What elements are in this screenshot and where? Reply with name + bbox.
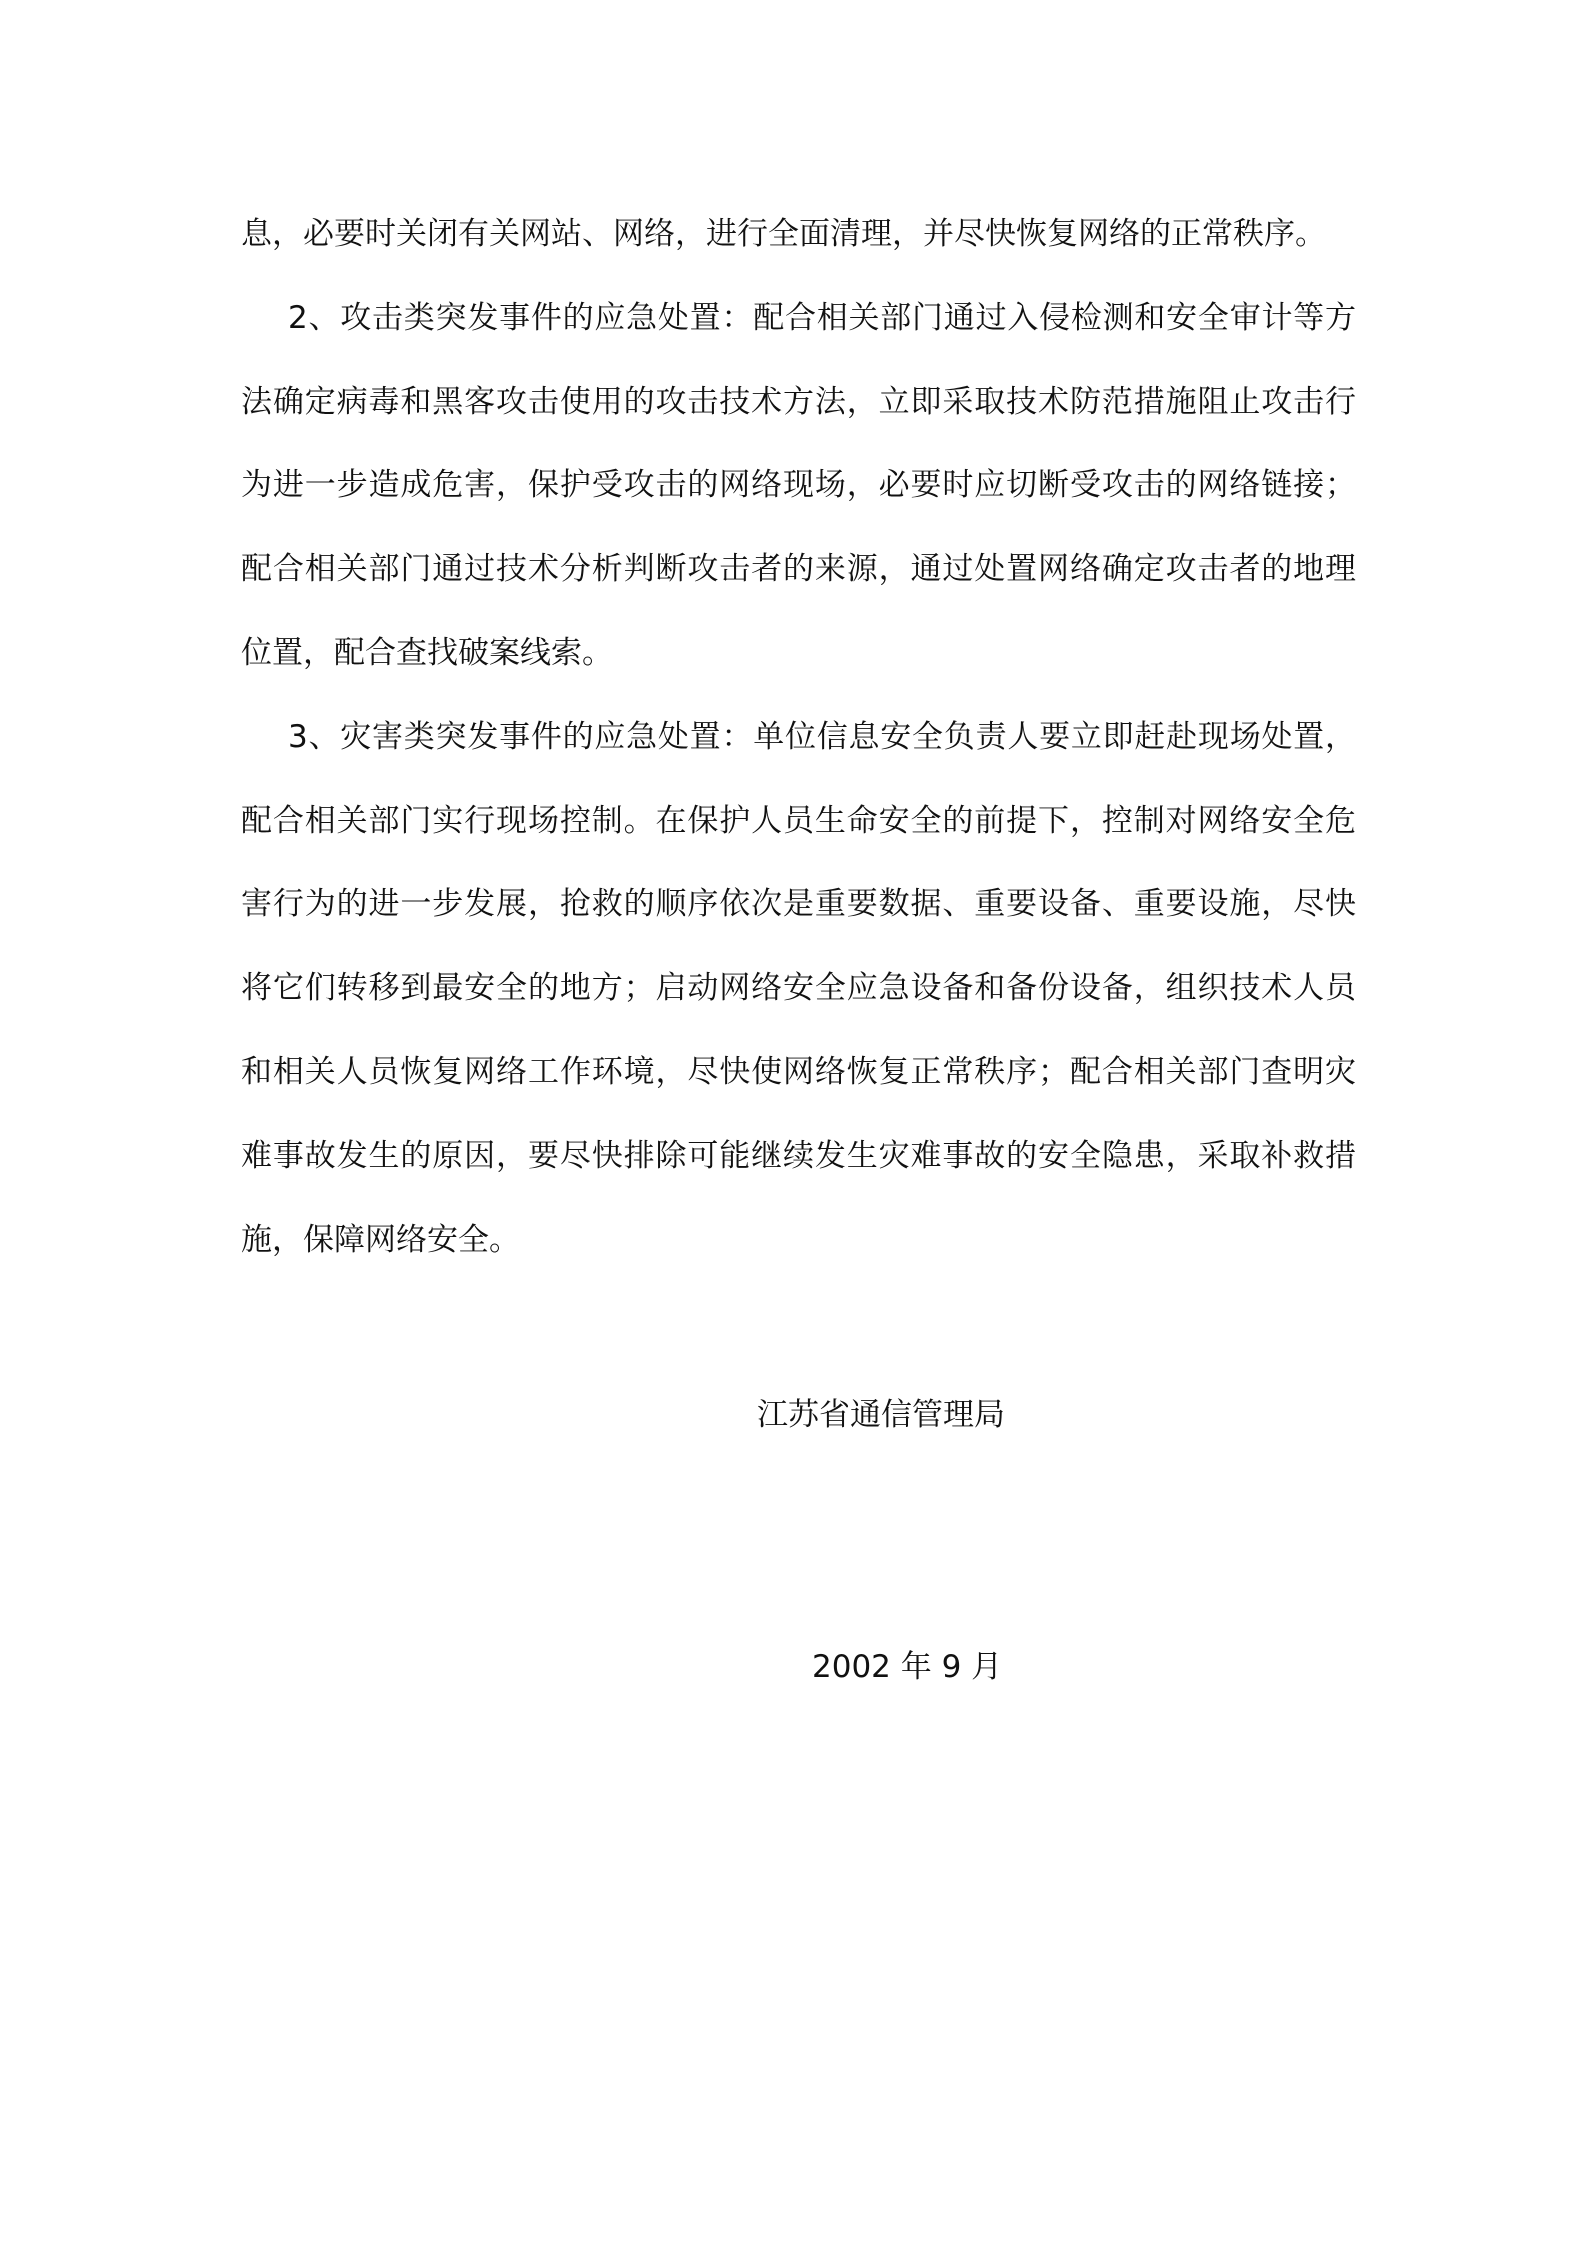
paragraph-line: 和相关人员恢复网络工作环境，尽快使网络恢复正常秩序；配合相关部门查明灾 — [241, 1053, 1356, 1090]
paragraph-line: 位置，配合查找破案线索。 — [241, 634, 613, 671]
paragraph-line: 为进一步造成危害，保护受攻击的网络现场，必要时应切断受攻击的网络链接； — [241, 467, 1356, 504]
paragraph-line: 法确定病毒和黑客攻击使用的攻击技术方法，立即采取技术防范措施阻止攻击行 — [241, 383, 1356, 420]
paragraph-line: 配合相关部门实行现场控制。在保护人员生命安全的前提下，控制对网络安全危 — [241, 802, 1356, 839]
signature-date: 2002 年 9 月 — [812, 1649, 1003, 1685]
paragraph-line: 息，必要时关闭有关网站、网络，进行全面清理，并尽快恢复网络的正常秩序。 — [241, 216, 1326, 252]
signature-organization: 江苏省通信管理局 — [757, 1397, 1005, 1433]
paragraph-line: 将它们转移到最安全的地方；启动网络安全应急设备和备份设备，组织技术人员 — [241, 970, 1356, 1007]
document-body — [241, 193, 1356, 1282]
paragraph-line: 施，保障网络安全。 — [241, 1221, 520, 1258]
paragraph-line: 难事故发生的原因，要尽快排除可能继续发生灾难事故的安全隐患，采取补救措 — [241, 1137, 1356, 1174]
paragraph-line: 配合相关部门通过技术分析判断攻击者的来源，通过处置网络确定攻击者的地理 — [241, 551, 1356, 588]
paragraph-line: 2、攻击类突发事件的应急处置：配合相关部门通过入侵检测和安全审计等方 — [288, 299, 1356, 336]
paragraph-line: 害行为的进一步发展，抢救的顺序依次是重要数据、重要设备、重要设施，尽快 — [241, 886, 1356, 923]
paragraph-line: 3、灾害类突发事件的应急处置：单位信息安全负责人要立即赶赴现场处置， — [288, 718, 1356, 755]
